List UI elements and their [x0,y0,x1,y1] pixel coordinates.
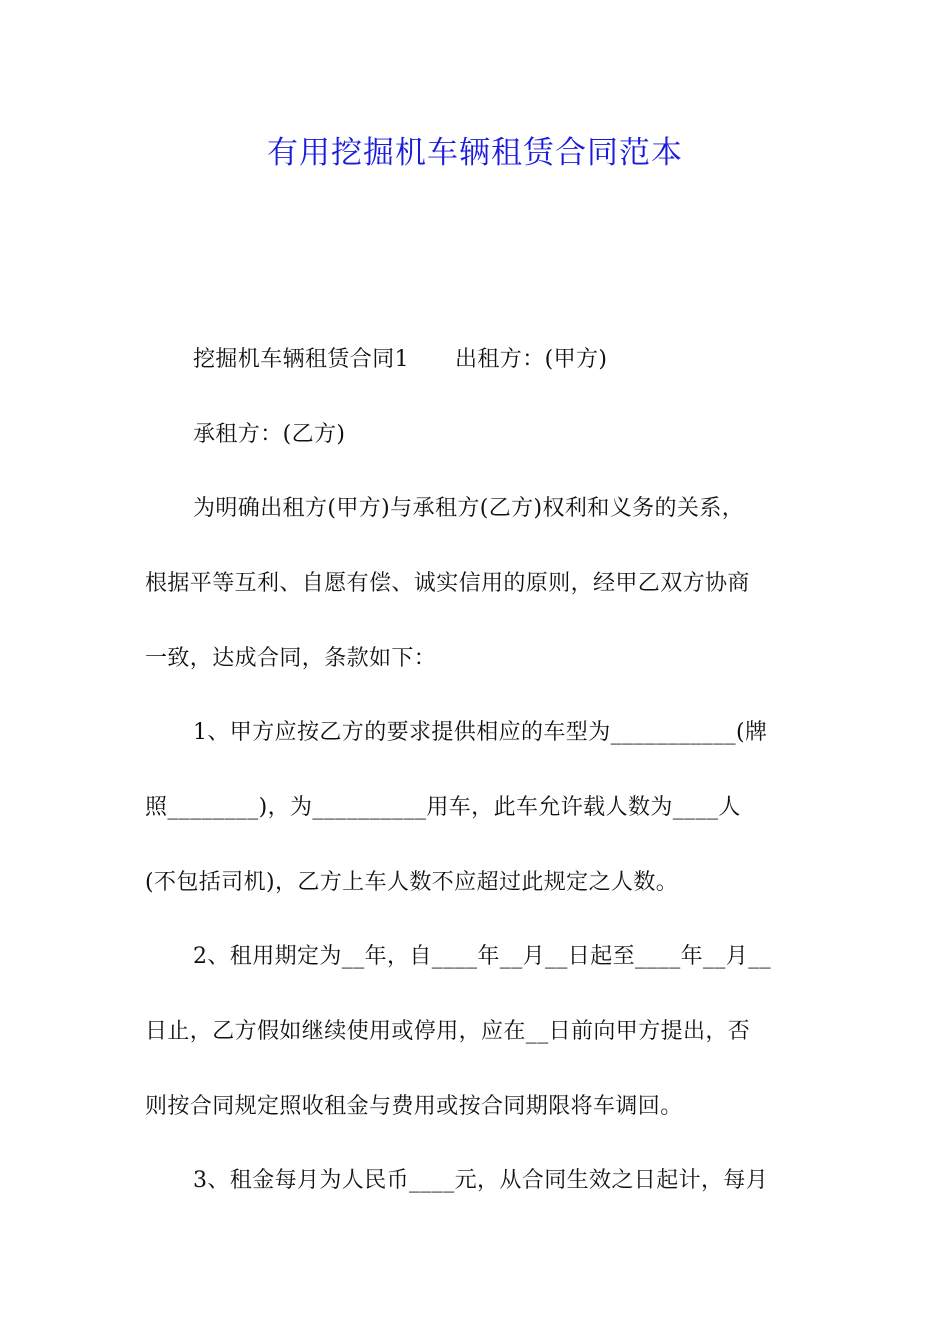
clause-1-line: (不包括司机)，乙方上车人数不应超过此规定之人数。 [145,870,679,895]
lessee-label: 承租方：(乙方) [193,422,346,447]
clause-2-line: 则按合同规定照收租金与费用或按合同期限将车调回。 [145,1094,683,1119]
clause-1-line: 1、甲方应按乙方的要求提供相应的车型为___________(牌 [193,720,768,745]
document-title: 有用挖掘机车辆租赁合同范本 [267,135,683,171]
contract-name: 挖掘机车辆租赁合同1 [193,347,409,372]
lessor-label: 出租方：(甲方) [455,347,608,372]
clause-2-line: 2、租用期定为__年，自____年__月__日起至____年__月__ [193,944,771,969]
clause-1-line: 照________)，为__________用车，此车允许载人数为____人 [145,795,741,820]
clause-2-line: 日止，乙方假如继续使用或停用，应在__日前向甲方提出，否 [145,1019,751,1044]
clause-3-line: 3、租金每月为人民币____元，从合同生效之日起计，每月 [193,1168,769,1193]
paragraph-line: 为明确出租方(甲方)与承租方(乙方)权利和义务的关系， [193,496,745,521]
contract-header-line [193,340,807,380]
paragraph-line: 根据平等互利、自愿有偿、诚实信用的原则，经甲乙双方协商 [145,571,750,596]
paragraph-line: 一致，达成合同，条款如下： [145,646,437,671]
